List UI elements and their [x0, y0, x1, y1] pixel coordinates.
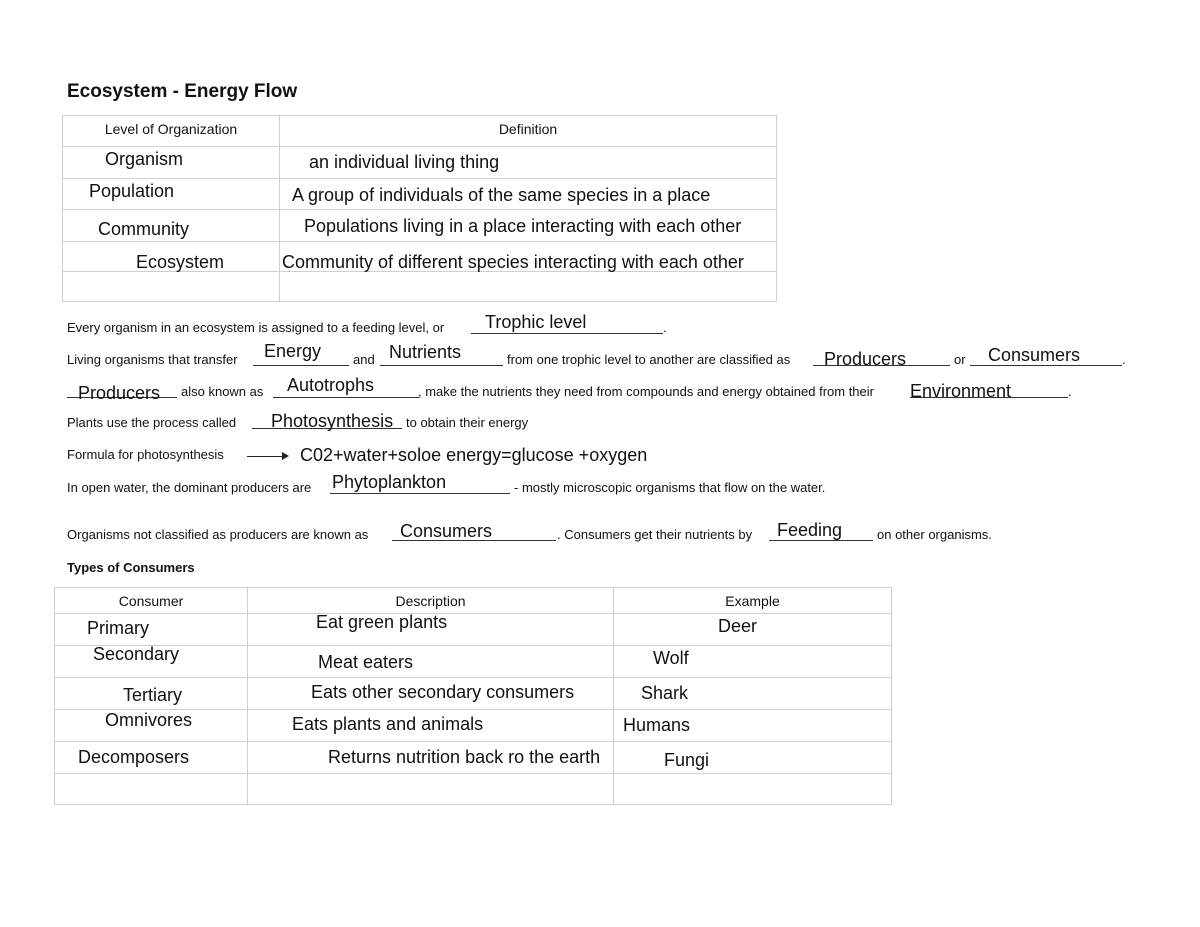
consumer-example[interactable]: Humans — [623, 715, 691, 735]
table-row — [55, 774, 892, 805]
example-cell — [614, 646, 892, 678]
org-definition[interactable]: an individual living thing — [309, 152, 500, 172]
line5-text-a: Formula for photosynthesis — [67, 447, 224, 462]
org-level-cell — [63, 210, 280, 242]
consumers-answer[interactable]: Consumers — [988, 345, 1081, 365]
consumers-answer-2[interactable]: Consumers — [400, 521, 493, 541]
consumer-name[interactable]: Tertiary — [123, 685, 183, 705]
org-level[interactable]: Ecosystem — [136, 252, 225, 272]
org-definition-cell — [280, 210, 777, 242]
consumer-cell — [55, 678, 248, 710]
environment-answer[interactable]: Environment — [910, 381, 1012, 401]
org-level-cell — [63, 147, 280, 179]
org-definition-cell — [280, 147, 777, 179]
table-row — [63, 147, 777, 179]
org-definition[interactable]: Community of different species interacting with each other — [282, 252, 744, 272]
description-cell — [248, 614, 614, 646]
description-cell — [248, 646, 614, 678]
org-level-cell — [63, 272, 280, 302]
table-row — [63, 272, 777, 302]
table-row — [63, 242, 777, 272]
consumer-cell — [55, 710, 248, 742]
line2-text-b: and — [353, 352, 375, 367]
description-header: Description — [248, 588, 614, 614]
consumer-description[interactable]: Eat green plants — [316, 612, 448, 632]
line6-text-b: - mostly microscopic organisms that flow on the water. — [514, 480, 826, 495]
feeding-answer[interactable]: Feeding — [777, 520, 843, 540]
trophic-level-answer[interactable]: Trophic level — [485, 312, 587, 332]
energy-blank[interactable] — [253, 365, 349, 366]
description-cell — [248, 710, 614, 742]
line4-text-b: to obtain their energy — [406, 415, 529, 430]
producers-answer[interactable]: Producers — [824, 349, 907, 369]
consumer-example[interactable]: Fungi — [664, 750, 710, 770]
consumer-name[interactable]: Secondary — [93, 644, 180, 664]
consumer-example[interactable]: Wolf — [653, 648, 689, 668]
consumer-description[interactable]: Eats other secondary consumers — [311, 682, 575, 702]
org-definition-cell — [280, 242, 777, 272]
example-cell — [614, 710, 892, 742]
table-row — [55, 710, 892, 742]
org-definition-cell — [280, 179, 777, 210]
autotrophs-blank[interactable] — [273, 397, 419, 398]
line1-period: . — [663, 320, 667, 335]
consumer-name[interactable]: Omnivores — [105, 710, 193, 730]
table-row — [55, 646, 892, 678]
line3-text-a: also known as — [181, 384, 264, 399]
line1-text: Every organism in an ecosystem is assigned to a feeding level, or — [67, 320, 445, 335]
line6-text-a: In open water, the dominant producers are — [67, 480, 312, 495]
phytoplankton-answer[interactable]: Phytoplankton — [332, 472, 447, 492]
producers-answer-2[interactable]: Producers — [78, 383, 161, 403]
org-definition[interactable]: A group of individuals of the same species in a place — [292, 185, 711, 205]
line3-text-b: , make the nutrients they need from compounds and energy obtained from their — [418, 384, 874, 399]
table-row — [55, 678, 892, 710]
consumer-header: Consumer — [55, 588, 248, 614]
consumer-cell — [55, 774, 248, 805]
page-title: Ecosystem - Energy Flow — [67, 81, 298, 102]
consumer-example[interactable]: Shark — [641, 683, 689, 703]
table-row — [63, 210, 777, 242]
formula-answer[interactable]: C02+water+soloe energy=glucose +oxygen — [300, 445, 648, 465]
description-cell — [248, 742, 614, 774]
photosynthesis-answer[interactable]: Photosynthesis — [271, 411, 394, 431]
example-cell — [614, 774, 892, 805]
org-level-cell — [63, 242, 280, 272]
org-level[interactable]: Population — [89, 181, 175, 201]
org-header-definition: Definition — [280, 116, 777, 147]
description-cell — [248, 678, 614, 710]
line7-text-c: on other organisms. — [877, 527, 992, 542]
org-level[interactable]: Community — [98, 219, 190, 239]
org-level[interactable]: Organism — [105, 149, 184, 169]
autotrophs-answer[interactable]: Autotrophs — [287, 375, 375, 395]
line7-text-a: Organisms not classified as producers are known as — [67, 527, 369, 542]
line4-text-a: Plants use the process called — [67, 415, 237, 430]
consumer-name[interactable]: Decomposers — [78, 747, 190, 767]
consumer-cell — [55, 646, 248, 678]
phytoplankton-blank[interactable] — [330, 493, 510, 494]
example-header: Example — [614, 588, 892, 614]
organization-table — [62, 115, 777, 302]
energy-answer[interactable]: Energy — [264, 341, 322, 361]
nutrients-answer[interactable]: Nutrients — [389, 342, 462, 362]
consumer-name[interactable]: Primary — [87, 618, 149, 638]
types-heading: Types of Consumers — [67, 560, 195, 575]
consumer-cell — [55, 742, 248, 774]
example-cell — [614, 614, 892, 646]
consumer-cell — [55, 614, 248, 646]
line2-period: . — [1122, 352, 1126, 367]
line3-period: . — [1068, 384, 1072, 399]
consumer-description[interactable]: Returns nutrition back ro the earth — [328, 747, 601, 767]
org-level-cell — [63, 179, 280, 210]
line7-text-b: . Consumers get their nutrients by — [557, 527, 753, 542]
consumer-table — [54, 587, 892, 805]
trophic-level-blank[interactable] — [471, 333, 663, 334]
table-row — [63, 179, 777, 210]
line2-text-a: Living organisms that transfer — [67, 352, 238, 367]
consumer-description[interactable]: Meat eaters — [318, 652, 414, 672]
line2-text-c: from one trophic level to another are classified as — [507, 352, 791, 367]
line2-text-d: or — [954, 352, 966, 367]
nutrients-blank[interactable] — [380, 365, 503, 366]
arrow-line — [247, 456, 283, 457]
consumer-example[interactable]: Deer — [718, 616, 758, 636]
description-cell — [248, 774, 614, 805]
org-definition-cell — [280, 272, 777, 302]
org-definition[interactable]: Populations living in a place interacting with each other — [304, 216, 742, 236]
org-header-level: Level of Organization — [63, 116, 280, 147]
example-cell — [614, 678, 892, 710]
table-row — [55, 614, 892, 646]
table-row — [55, 742, 892, 774]
arrow-right-icon — [282, 452, 289, 460]
example-cell — [614, 742, 892, 774]
consumer-description[interactable]: Eats plants and animals — [292, 714, 484, 734]
